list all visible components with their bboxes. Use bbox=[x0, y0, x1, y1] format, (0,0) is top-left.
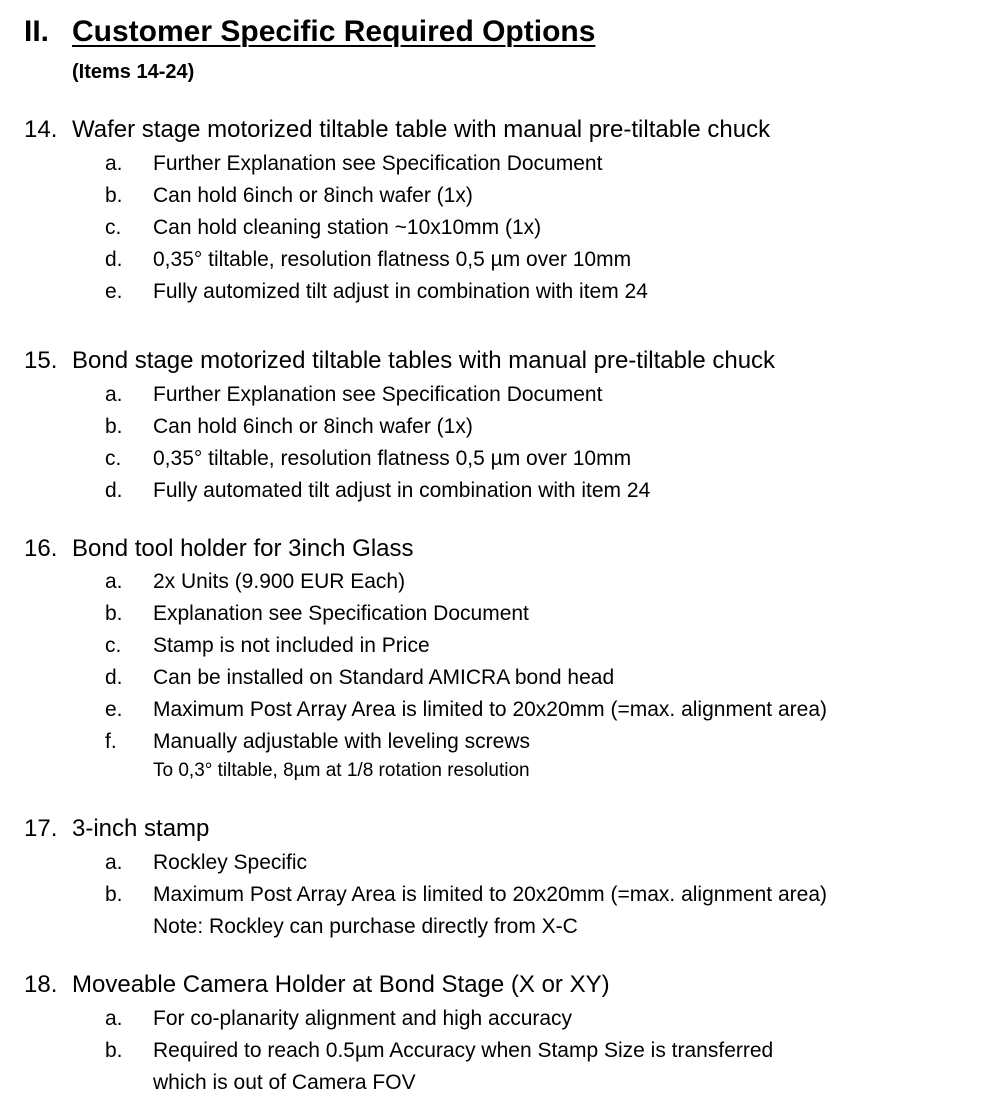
list-letter: e. bbox=[105, 280, 123, 303]
list-letter: b. bbox=[105, 883, 123, 906]
list-text: Manually adjustable with leveling screws bbox=[153, 730, 531, 753]
list-text: Further Explanation see Specification Document bbox=[153, 152, 603, 175]
list-text: Maximum Post Array Area is limited to 20x20mm (=max. alignment area) bbox=[153, 698, 827, 721]
list-letter: e. bbox=[105, 698, 123, 721]
list-letter: c. bbox=[105, 634, 122, 657]
item-title: Wafer stage motorized tiltable table with manual pre-tiltable chuck bbox=[72, 116, 771, 143]
list-text: Rockley Specific bbox=[153, 851, 308, 874]
list-text: 0,35° tiltable, resolution flatness 0,5 µm over 10mm bbox=[153, 447, 632, 470]
list-text: Stamp is not included in Price bbox=[153, 634, 430, 657]
item-title: 3-inch stamp bbox=[72, 815, 210, 842]
list-note: To 0,3° tiltable, 8µm at 1/8 rotation resolution bbox=[153, 760, 530, 781]
list-text: Required to reach 0.5µm Accuracy when Stamp Size is transferred bbox=[153, 1039, 774, 1062]
list-letter: b. bbox=[105, 1039, 123, 1062]
list-continuation: which is out of Camera FOV bbox=[153, 1071, 416, 1094]
list-text: Fully automated tilt adjust in combination with item 24 bbox=[153, 479, 651, 502]
item-title: Bond stage motorized tiltable tables with manual pre-tiltable chuck bbox=[72, 347, 776, 374]
list-continuation: Note: Rockley can purchase directly from X-C bbox=[153, 915, 578, 938]
list-text: Can hold 6inch or 8inch wafer (1x) bbox=[153, 415, 473, 438]
item-title: Bond tool holder for 3inch Glass bbox=[72, 535, 414, 562]
item-number: 17. bbox=[24, 815, 58, 842]
list-text: Further Explanation see Specification Document bbox=[153, 383, 603, 406]
list-letter: b. bbox=[105, 184, 123, 207]
list-text: Can be installed on Standard AMICRA bond head bbox=[153, 666, 615, 689]
list-letter: b. bbox=[105, 415, 123, 438]
item-number: 15. bbox=[24, 347, 58, 374]
list-letter: a. bbox=[105, 152, 123, 175]
list-letter: c. bbox=[105, 447, 122, 470]
list-letter: a. bbox=[105, 1007, 123, 1030]
item-number: 18. bbox=[24, 971, 58, 998]
list-text: Can hold cleaning station ~10x10mm (1x) bbox=[153, 216, 542, 239]
list-text: Can hold 6inch or 8inch wafer (1x) bbox=[153, 184, 473, 207]
list-letter: a. bbox=[105, 570, 123, 593]
list-text: Explanation see Specification Document bbox=[153, 602, 529, 625]
list-letter: c. bbox=[105, 216, 122, 239]
item-title: Moveable Camera Holder at Bond Stage (X or XY) bbox=[72, 971, 610, 998]
section-roman-numeral: II. bbox=[24, 15, 50, 48]
list-letter: d. bbox=[105, 248, 123, 271]
list-letter: a. bbox=[105, 851, 123, 874]
list-letter: a. bbox=[105, 383, 123, 406]
list-text: Maximum Post Array Area is limited to 20x20mm (=max. alignment area) bbox=[153, 883, 827, 906]
section-title: Customer Specific Required Options bbox=[72, 15, 596, 48]
list-text: 2x Units (9.900 EUR Each) bbox=[153, 570, 406, 593]
list-text: 0,35° tiltable, resolution flatness 0,5 µm over 10mm bbox=[153, 248, 632, 271]
list-letter: d. bbox=[105, 479, 123, 502]
list-text: For co-planarity alignment and high accuracy bbox=[153, 1007, 573, 1030]
item-number: 14. bbox=[24, 116, 58, 143]
list-letter: b. bbox=[105, 602, 123, 625]
list-text: Fully automized tilt adjust in combination with item 24 bbox=[153, 280, 648, 303]
section-subtitle: (Items 14-24) bbox=[72, 61, 195, 83]
list-letter: f. bbox=[105, 730, 117, 753]
item-number: 16. bbox=[24, 535, 58, 562]
list-letter: d. bbox=[105, 666, 123, 689]
